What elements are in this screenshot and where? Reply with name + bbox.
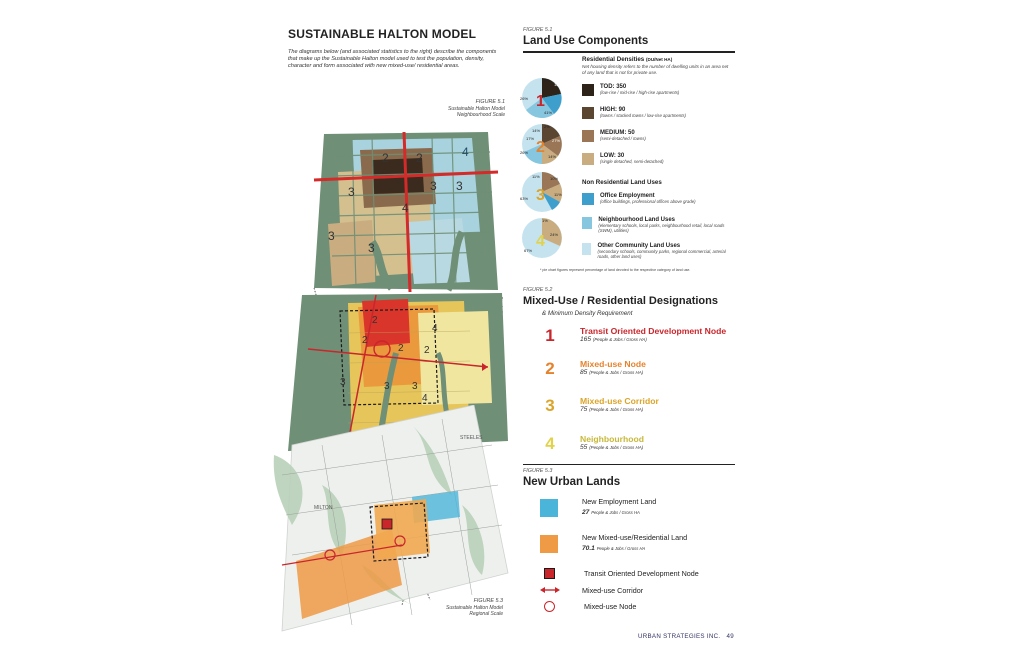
svg-text:2: 2 [362, 335, 368, 346]
swatch-mixed-use [540, 535, 558, 553]
svg-text:2%: 2% [544, 78, 550, 83]
mixed-use-title: Mixed-Use / Residential Designations [523, 295, 718, 307]
residential-densities-heading: Residential Densities (DU/Net HA) [582, 56, 673, 63]
figure-5-3-label: FIGURE 5.3 [523, 468, 553, 474]
urban-lands-title: New Urban Lands [523, 476, 621, 488]
urban-lands-legend [540, 497, 750, 614]
designation-neighbourhood: 4 Neighbourhood 55 (People & Jobs / Gross HA) [545, 434, 644, 453]
non-residential-heading: Non Residential Land Uses [582, 179, 662, 186]
svg-text:4: 4 [432, 323, 438, 334]
svg-text:11%: 11% [554, 192, 562, 197]
designation-tod: 1 Transit Oriented Development Node 165 (People & Jobs / Gross HA) [545, 326, 727, 345]
designation-mixed-use-corridor: 3 Mixed-use Corridor 75 (People & Jobs / Gross HA) [545, 396, 659, 415]
svg-text:3: 3 [456, 179, 463, 193]
svg-text:3: 3 [348, 185, 355, 199]
double-arrow-icon [540, 586, 560, 594]
land-use-title: Land Use Components [523, 35, 649, 47]
svg-text:67%: 67% [524, 248, 533, 253]
section-rule [523, 51, 735, 53]
legend-mixed-use-corridor: Mixed-use Corridor [540, 582, 750, 598]
svg-text:STEELES: STEELES [460, 435, 483, 441]
svg-text:4: 4 [422, 393, 428, 404]
designation-list [540, 326, 740, 468]
legend-item-low: LOW: 30 (single detached, semi-detached) [582, 153, 732, 176]
page-title: SUSTAINABLE HALTON MODEL [288, 27, 477, 41]
svg-text:2: 2 [424, 345, 430, 356]
figure-5-1-caption: FIGURE 5.1 Sustainable Halton Model Neighbourhood Scale [448, 99, 505, 119]
intro-text: The diagrams below (and associated statistics to the right) describe the components that make up the Sustainable Halton model used to test the population, density, character and form associated with new mixed-use/ residential areas. [288, 49, 497, 70]
land-use-pie-charts [514, 76, 570, 260]
svg-text:2: 2 [372, 315, 378, 326]
figure-5-2-label: FIGURE 5.2 [523, 287, 553, 293]
pie-3 [520, 172, 562, 212]
figure-5-1-label: FIGURE 5.1 [523, 27, 553, 33]
svg-text:26%: 26% [520, 96, 529, 101]
svg-text:26%: 26% [520, 150, 529, 155]
svg-text:10%: 10% [550, 176, 559, 181]
svg-text:MILTON: MILTON [314, 505, 333, 511]
svg-text:2: 2 [536, 139, 545, 156]
svg-text:41%: 41% [544, 110, 553, 115]
svg-text:3: 3 [536, 187, 545, 204]
legend-item-neighbourhood: Neighbourhood Land Uses (elementary schools, local parks, neighbourhood retail, local roads (SWM), utilities) [582, 217, 734, 243]
pie-2 [520, 124, 562, 164]
swatch-neighbourhood [582, 217, 592, 229]
figure-5-3-caption: FIGURE 5.3 Sustainable Halton Model Regional Scale [446, 598, 503, 618]
svg-text:2%: 2% [544, 124, 550, 129]
tod-node-square-icon [544, 568, 555, 579]
svg-text:4: 4 [402, 201, 409, 215]
svg-text:11%: 11% [532, 174, 540, 179]
section-rule-2 [523, 464, 735, 465]
pie-4 [522, 218, 562, 258]
legend-item-office: Office Employment (office buildings, professional offices above grade) [582, 193, 734, 217]
residential-note: Net housing density refers to the number of dwelling units in an area net of any land that is not for private use. [582, 64, 729, 75]
legend-item-community: Other Community Land Uses (secondary schools, community parks, regional commercial, arterial roads, other land uses) [582, 243, 734, 267]
legend-mixed-use-land: New Mixed-use/Residential Land 70.1 People & Jobs / Gross HA [540, 533, 750, 565]
svg-text:3: 3 [384, 381, 390, 392]
designation-mixed-use-node: 2 Mixed-use Node 85 (People & Jobs / Gross HA) [545, 359, 646, 378]
swatch-low [582, 153, 594, 165]
svg-text:63%: 63% [520, 196, 529, 201]
legend-item-medium: MEDIUM: 50 (semi-detached / towns) [582, 130, 732, 153]
svg-text:1: 1 [536, 93, 545, 110]
svg-text:14%: 14% [548, 154, 557, 159]
non-residential-legend [582, 193, 734, 267]
swatch-employment [540, 499, 558, 517]
svg-text:3: 3 [368, 241, 375, 255]
legend-mixed-use-node: Mixed-use Node [540, 598, 750, 614]
pie-1 [520, 78, 562, 118]
legend-item-high: HIGH: 90 (towns / stacked towns / low-rise apartments) [582, 107, 732, 130]
svg-text:1%: 1% [542, 218, 548, 223]
pie-footnote: * pie chart figures represent percentage of land devoted to the respective category of land use. [540, 268, 691, 272]
svg-text:3: 3 [430, 179, 437, 193]
mixed-use-subtitle: & Minimum Density Requirement [542, 310, 633, 317]
svg-text:2: 2 [416, 151, 423, 165]
swatch-community [582, 243, 591, 255]
swatch-high [582, 107, 594, 119]
svg-text:24%: 24% [550, 232, 559, 237]
node-circle-icon [544, 601, 555, 612]
page-footer: URBAN STRATEGIES INC. 49 [637, 633, 734, 640]
svg-text:3: 3 [340, 377, 346, 388]
legend-tod-node: Transit Oriented Development Node [540, 565, 750, 582]
svg-text:2: 2 [398, 343, 404, 354]
residential-legend [582, 84, 732, 176]
swatch-tod [582, 84, 594, 96]
svg-text:3: 3 [412, 381, 418, 392]
svg-text:27%: 27% [552, 138, 561, 143]
svg-text:4: 4 [536, 233, 545, 250]
legend-item-tod: TOD: 350 (low-rise / mid-rise / high-rise apartments) [582, 84, 732, 107]
svg-text:14%: 14% [532, 128, 541, 133]
svg-text:11%: 11% [554, 82, 562, 87]
neighbourhood-scale-map [312, 132, 500, 292]
swatch-medium [582, 130, 594, 142]
svg-text:4: 4 [462, 145, 469, 159]
svg-text:3: 3 [328, 229, 335, 243]
svg-text:17%: 17% [526, 136, 535, 141]
swatch-office [582, 193, 594, 205]
legend-employment-land: New Employment Land 27 People & Jobs / Gross HA [540, 497, 750, 533]
svg-text:2: 2 [382, 151, 389, 165]
